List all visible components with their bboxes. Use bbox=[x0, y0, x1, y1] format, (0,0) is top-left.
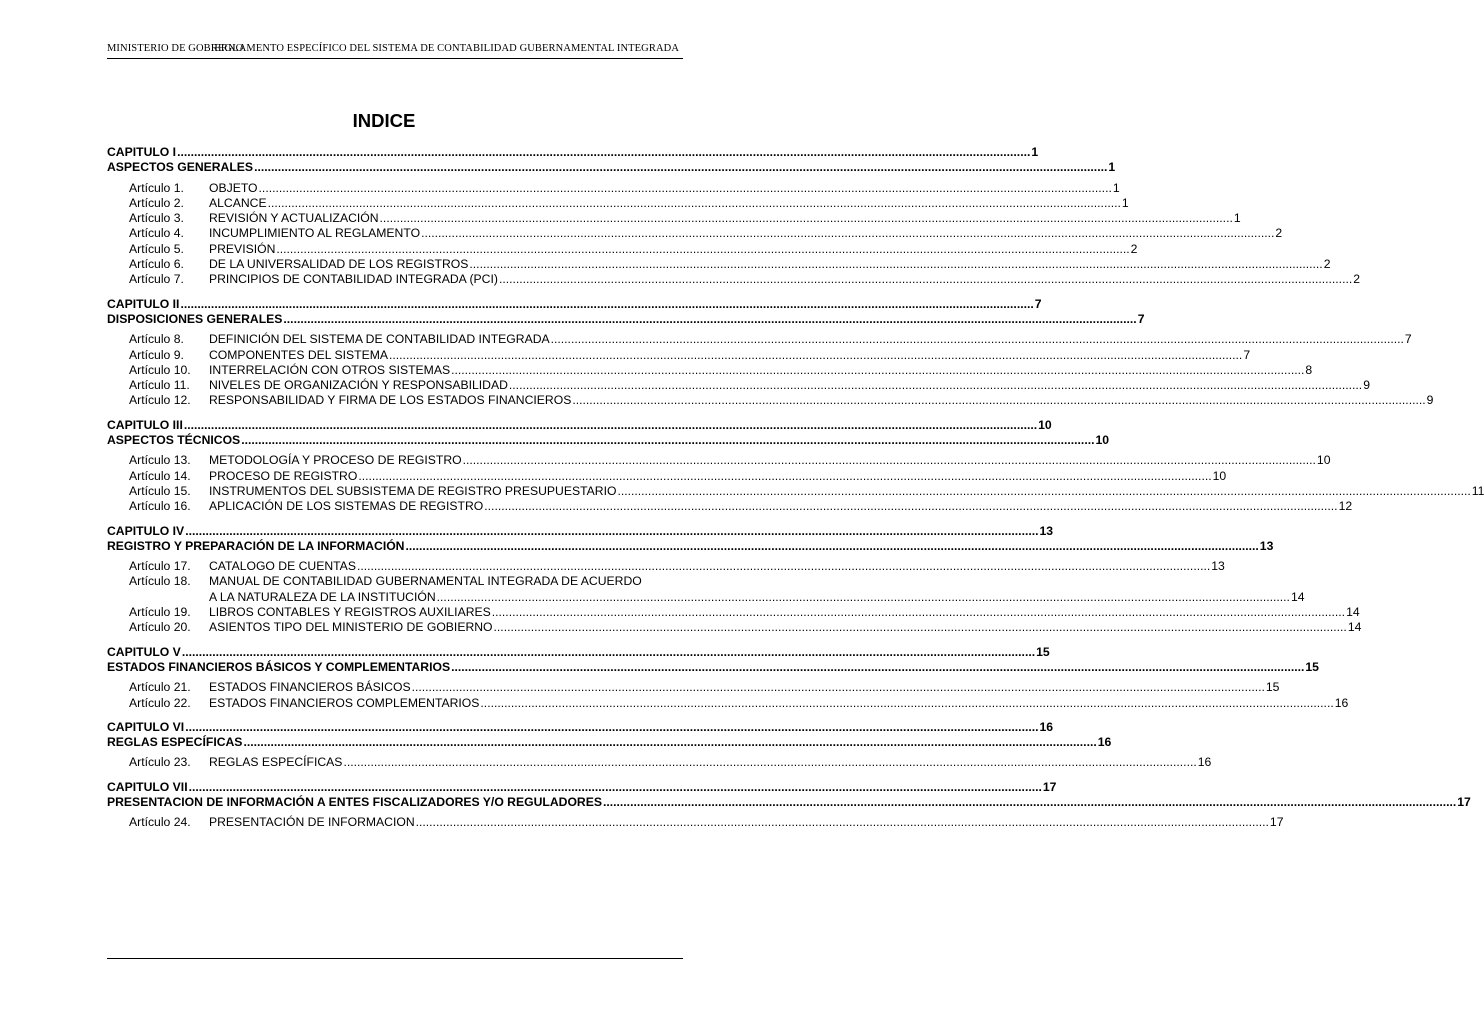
entry-title: PRINCIPIOS DE CONTABILIDAD INTEGRADA (PCI) bbox=[209, 272, 498, 287]
entry-title: ESTADOS FINANCIEROS COMPLEMENTARIOS bbox=[209, 695, 480, 710]
page-number: 17 bbox=[1269, 815, 1284, 830]
dot-leader bbox=[551, 332, 1404, 346]
entry-title: REVISIÓN Y ACTUALIZACIÓN bbox=[209, 211, 379, 226]
article-number: Artículo 17. bbox=[129, 559, 191, 574]
chapter-title-entry[interactable] bbox=[107, 433, 1110, 448]
page-number: 7 bbox=[1034, 296, 1042, 311]
chapter-entry[interactable] bbox=[107, 523, 1054, 539]
article-entry[interactable] bbox=[107, 815, 1284, 830]
entry-title: ESTADOS FINANCIEROS BÁSICOS bbox=[209, 680, 411, 695]
dot-leader bbox=[617, 484, 1470, 498]
page-number: 17 bbox=[1042, 779, 1057, 794]
article-number: Artículo 6. bbox=[129, 257, 184, 272]
dot-leader bbox=[484, 499, 1337, 513]
article-number: Artículo 12. bbox=[129, 393, 191, 408]
entry-title: CAPITULO V bbox=[107, 644, 181, 659]
page-number: 12 bbox=[1338, 499, 1353, 514]
page-number: 1 bbox=[1233, 211, 1241, 226]
page-number: 15 bbox=[1036, 644, 1050, 659]
page-number: 1 bbox=[1112, 180, 1120, 195]
page-number: 2 bbox=[1323, 257, 1331, 272]
page-number: 13 bbox=[1039, 523, 1054, 538]
page-number: 16 bbox=[1039, 719, 1054, 734]
chapter-entry[interactable] bbox=[107, 644, 1050, 660]
entry-title: ALCANCE bbox=[209, 195, 267, 210]
article-number: Artículo 24. bbox=[129, 815, 191, 830]
article-entry[interactable] bbox=[107, 680, 1280, 695]
entry-title: ASPECTOS TÉCNICOS bbox=[107, 433, 241, 448]
page-number: 14 bbox=[1346, 605, 1360, 620]
entry-title: REGLAS ESPECÍFICAS bbox=[209, 755, 343, 770]
page-number: 13 bbox=[1259, 538, 1274, 553]
page-number: 11 bbox=[1471, 483, 1484, 498]
article-number: Artículo 18. bbox=[129, 574, 191, 589]
article-entry[interactable] bbox=[107, 362, 1313, 378]
page-number: 1 bbox=[1121, 195, 1129, 210]
article-number: Artículo 22. bbox=[129, 695, 191, 710]
article-entry[interactable] bbox=[107, 559, 1225, 574]
entry-title: COMPONENTES DEL SISTEMA bbox=[209, 347, 389, 362]
page-number: 9 bbox=[1426, 393, 1434, 408]
entry-title: ESTADOS FINANCIEROS BÁSICOS Y COMPLEMENTARIOS bbox=[107, 659, 451, 674]
dot-leader bbox=[412, 680, 1265, 694]
entry-title: OBJETO bbox=[209, 180, 258, 195]
entry-title: CAPITULO I bbox=[107, 145, 177, 159]
dot-leader bbox=[480, 696, 1333, 710]
chapter-title-entry[interactable] bbox=[107, 160, 1116, 175]
dot-leader bbox=[492, 605, 1345, 619]
dot-leader bbox=[463, 453, 1316, 467]
entry-title: CAPITULO VI bbox=[107, 719, 185, 734]
article-number: Artículo 3. bbox=[129, 211, 184, 226]
page-number: 1 bbox=[1108, 160, 1116, 175]
dot-leader bbox=[184, 418, 1037, 432]
dot-leader bbox=[189, 780, 1042, 794]
article-entry[interactable] bbox=[107, 620, 1362, 635]
dot-leader bbox=[185, 524, 1038, 538]
dot-leader bbox=[276, 242, 1129, 256]
dot-leader bbox=[509, 378, 1362, 392]
article-entry[interactable] bbox=[107, 257, 1331, 272]
page-number: 16 bbox=[1197, 755, 1212, 770]
article-number: Artículo 14. bbox=[129, 468, 191, 483]
article-entry[interactable] bbox=[107, 347, 1251, 363]
chapter-title-entry[interactable] bbox=[107, 794, 1471, 810]
page-number: 15 bbox=[1305, 659, 1319, 674]
dot-leader bbox=[182, 645, 1035, 659]
dot-leader bbox=[572, 393, 1425, 407]
entry-title: MANUAL DE CONTABILIDAD GUBERNAMENTAL INTEGRADA DE ACUERDO bbox=[209, 574, 642, 589]
article-entry[interactable] bbox=[107, 226, 1283, 241]
index-title: INDICE bbox=[352, 110, 416, 131]
article-number: Artículo 2. bbox=[129, 195, 184, 210]
entry-title: PRESENTACIÓN DE INFORMACION bbox=[209, 815, 415, 830]
page-number: 2 bbox=[1130, 241, 1138, 256]
table-of-contents bbox=[107, 145, 1484, 831]
page-number: 10 bbox=[1038, 417, 1052, 432]
dot-leader bbox=[380, 211, 1233, 225]
chapter-title-entry[interactable] bbox=[107, 735, 1112, 750]
article-entry[interactable] bbox=[107, 378, 1370, 393]
article-entry[interactable] bbox=[107, 695, 1349, 711]
chapter-title-entry[interactable] bbox=[107, 538, 1274, 554]
dot-leader bbox=[451, 660, 1304, 674]
dot-leader bbox=[494, 620, 1347, 634]
article-number: Artículo 7. bbox=[129, 272, 184, 287]
chapter-title-entry[interactable] bbox=[107, 311, 1145, 327]
article-entry[interactable] bbox=[107, 211, 1241, 226]
entry-title: PREVISIÓN bbox=[209, 241, 276, 256]
article-number: Artículo 16. bbox=[129, 499, 191, 514]
entry-title: RESPONSABILIDAD Y FIRMA DE LOS ESTADOS FINANCIEROS bbox=[209, 393, 572, 408]
entry-title: DE LA UNIVERSALIDAD DE LOS REGISTROS bbox=[209, 257, 469, 272]
entry-title: ASIENTOS TIPO DEL MINISTERIO DE GOBIERNO bbox=[209, 620, 493, 635]
page-number: 7 bbox=[1243, 347, 1251, 362]
dot-leader bbox=[180, 297, 1033, 311]
entry-title: DEFINICIÓN DEL SISTEMA DE CONTABILIDAD INTEGRADA bbox=[209, 332, 550, 347]
article-entry[interactable] bbox=[107, 241, 1138, 257]
page-number: 16 bbox=[1097, 735, 1112, 750]
entry-title: CAPITULO II bbox=[107, 296, 180, 311]
chapter-entry[interactable] bbox=[107, 719, 1054, 735]
dot-leader bbox=[469, 257, 1322, 271]
chapter-title-entry[interactable] bbox=[107, 659, 1319, 675]
page-number: 8 bbox=[1305, 362, 1313, 377]
article-entry[interactable] bbox=[107, 468, 1227, 484]
page-number: 2 bbox=[1275, 226, 1283, 241]
article-entry[interactable] bbox=[107, 272, 1361, 287]
article-number: Artículo 9. bbox=[129, 347, 184, 362]
footer-divider bbox=[107, 958, 683, 959]
article-entry[interactable] bbox=[107, 332, 1412, 347]
chapter-entry[interactable] bbox=[107, 779, 1057, 795]
entry-title: INCUMPLIMIENTO AL REGLAMENTO bbox=[209, 226, 421, 241]
page-number: 9 bbox=[1363, 378, 1370, 393]
page-number: 17 bbox=[1457, 794, 1471, 809]
entry-title: CAPITULO III bbox=[107, 417, 183, 432]
dot-leader bbox=[185, 720, 1038, 734]
dot-leader bbox=[241, 433, 1094, 447]
article-number: Artículo 11. bbox=[129, 378, 190, 393]
page-number: 7 bbox=[1137, 311, 1145, 326]
page-number: 2 bbox=[1353, 272, 1361, 287]
entry-title: LIBROS CONTABLES Y REGISTROS AUXILIARES bbox=[209, 605, 491, 620]
entry-title: INTERRELACIÓN CON OTROS SISTEMAS bbox=[209, 362, 451, 377]
entry-title: CATALOGO DE CUENTAS bbox=[209, 559, 356, 574]
dot-leader bbox=[254, 160, 1107, 174]
chapter-entry[interactable] bbox=[107, 417, 1052, 433]
dot-leader bbox=[421, 226, 1274, 240]
entry-title: CAPITULO VII bbox=[107, 779, 188, 794]
article-number: Artículo 15. bbox=[129, 483, 191, 498]
dot-leader bbox=[243, 735, 1096, 749]
page-number: 10 bbox=[1095, 433, 1110, 448]
article-entry[interactable] bbox=[107, 393, 1434, 408]
entry-title: NIVELES DE ORGANIZACIÓN Y RESPONSABILIDAD bbox=[209, 378, 508, 393]
dot-leader bbox=[406, 539, 1259, 553]
dot-leader bbox=[268, 196, 1121, 210]
article-number: Artículo 5. bbox=[129, 241, 184, 256]
article-number: Artículo 4. bbox=[129, 226, 184, 241]
article-number: Artículo 13. bbox=[129, 453, 191, 468]
article-entry[interactable] bbox=[107, 483, 1484, 499]
page-header bbox=[107, 40, 683, 59]
dot-leader bbox=[603, 795, 1456, 809]
article-entry[interactable] bbox=[107, 605, 1360, 620]
dot-leader bbox=[283, 312, 1136, 326]
article-number: Artículo 10. bbox=[129, 362, 191, 377]
page-number: 10 bbox=[1212, 468, 1227, 483]
entry-title: APLICACIÓN DE LOS SISTEMAS DE REGISTRO bbox=[209, 499, 484, 514]
article-entry[interactable] bbox=[107, 453, 1331, 468]
entry-title: REGISTRO Y PREPARACIÓN DE LA INFORMACIÓN bbox=[107, 538, 405, 553]
dot-leader bbox=[357, 559, 1210, 573]
entry-title: INSTRUMENTOS DEL SUBSISTEMA DE REGISTRO PRESUPUESTARIO bbox=[209, 483, 617, 498]
dot-leader bbox=[177, 145, 1030, 159]
entry-title: METODOLOGÍA Y PROCESO DE REGISTRO bbox=[209, 453, 462, 468]
article-entry[interactable] bbox=[107, 195, 1129, 211]
page-number: 14 bbox=[1290, 589, 1305, 604]
dot-leader bbox=[416, 815, 1269, 829]
dot-leader bbox=[343, 755, 1196, 769]
header-ministry: MINISTERIO DE GOBIERNO bbox=[107, 43, 244, 54]
dot-leader bbox=[451, 363, 1304, 377]
article-number: Artículo 8. bbox=[129, 332, 184, 347]
article-entry[interactable] bbox=[107, 755, 1212, 770]
article-entry[interactable] bbox=[107, 499, 1353, 514]
article-number: Artículo 21. bbox=[129, 680, 191, 695]
entry-title: ASPECTOS GENERALES bbox=[107, 160, 254, 175]
article-number: Artículo 1. bbox=[129, 180, 184, 195]
page-number: 15 bbox=[1265, 680, 1280, 695]
article-number: Artículo 19. bbox=[129, 605, 191, 620]
chapter-entry[interactable] bbox=[107, 145, 1039, 160]
entry-title: CAPITULO IV bbox=[107, 523, 185, 538]
dot-leader bbox=[437, 590, 1290, 604]
dot-leader bbox=[389, 348, 1242, 362]
article-number: Artículo 23. bbox=[129, 755, 191, 770]
entry-title: PRESENTACION DE INFORMACIÓN A ENTES FISCALIZADORES Y/O REGULADORES bbox=[107, 794, 602, 809]
page-number: 13 bbox=[1211, 559, 1225, 574]
entry-title: REGLAS ESPECÍFICAS bbox=[107, 735, 243, 750]
entry-title-continued: A LA NATURALEZA DE LA INSTITUCIÓN bbox=[209, 589, 436, 604]
page-number: 10 bbox=[1316, 453, 1331, 468]
article-entry[interactable] bbox=[107, 180, 1120, 196]
dot-leader bbox=[499, 272, 1352, 286]
entry-title: PROCESO DE REGISTRO bbox=[209, 468, 358, 483]
page-number: 16 bbox=[1334, 695, 1349, 710]
dot-leader bbox=[259, 181, 1112, 195]
chapter-entry[interactable] bbox=[107, 296, 1042, 312]
page-number: 14 bbox=[1347, 620, 1362, 635]
page-number: 7 bbox=[1404, 332, 1412, 347]
dot-leader bbox=[358, 469, 1211, 483]
article-entry[interactable] bbox=[107, 574, 1305, 605]
header-regulation-title: REGLAMENTO ESPECÍFICO DEL SISTEMA DE CONTABILIDAD GUBERNAMENTAL INTEGRADA bbox=[210, 43, 679, 54]
entry-title: DISPOSICIONES GENERALES bbox=[107, 311, 283, 326]
page-number: 1 bbox=[1031, 145, 1039, 159]
article-number: Artículo 20. bbox=[129, 620, 191, 635]
